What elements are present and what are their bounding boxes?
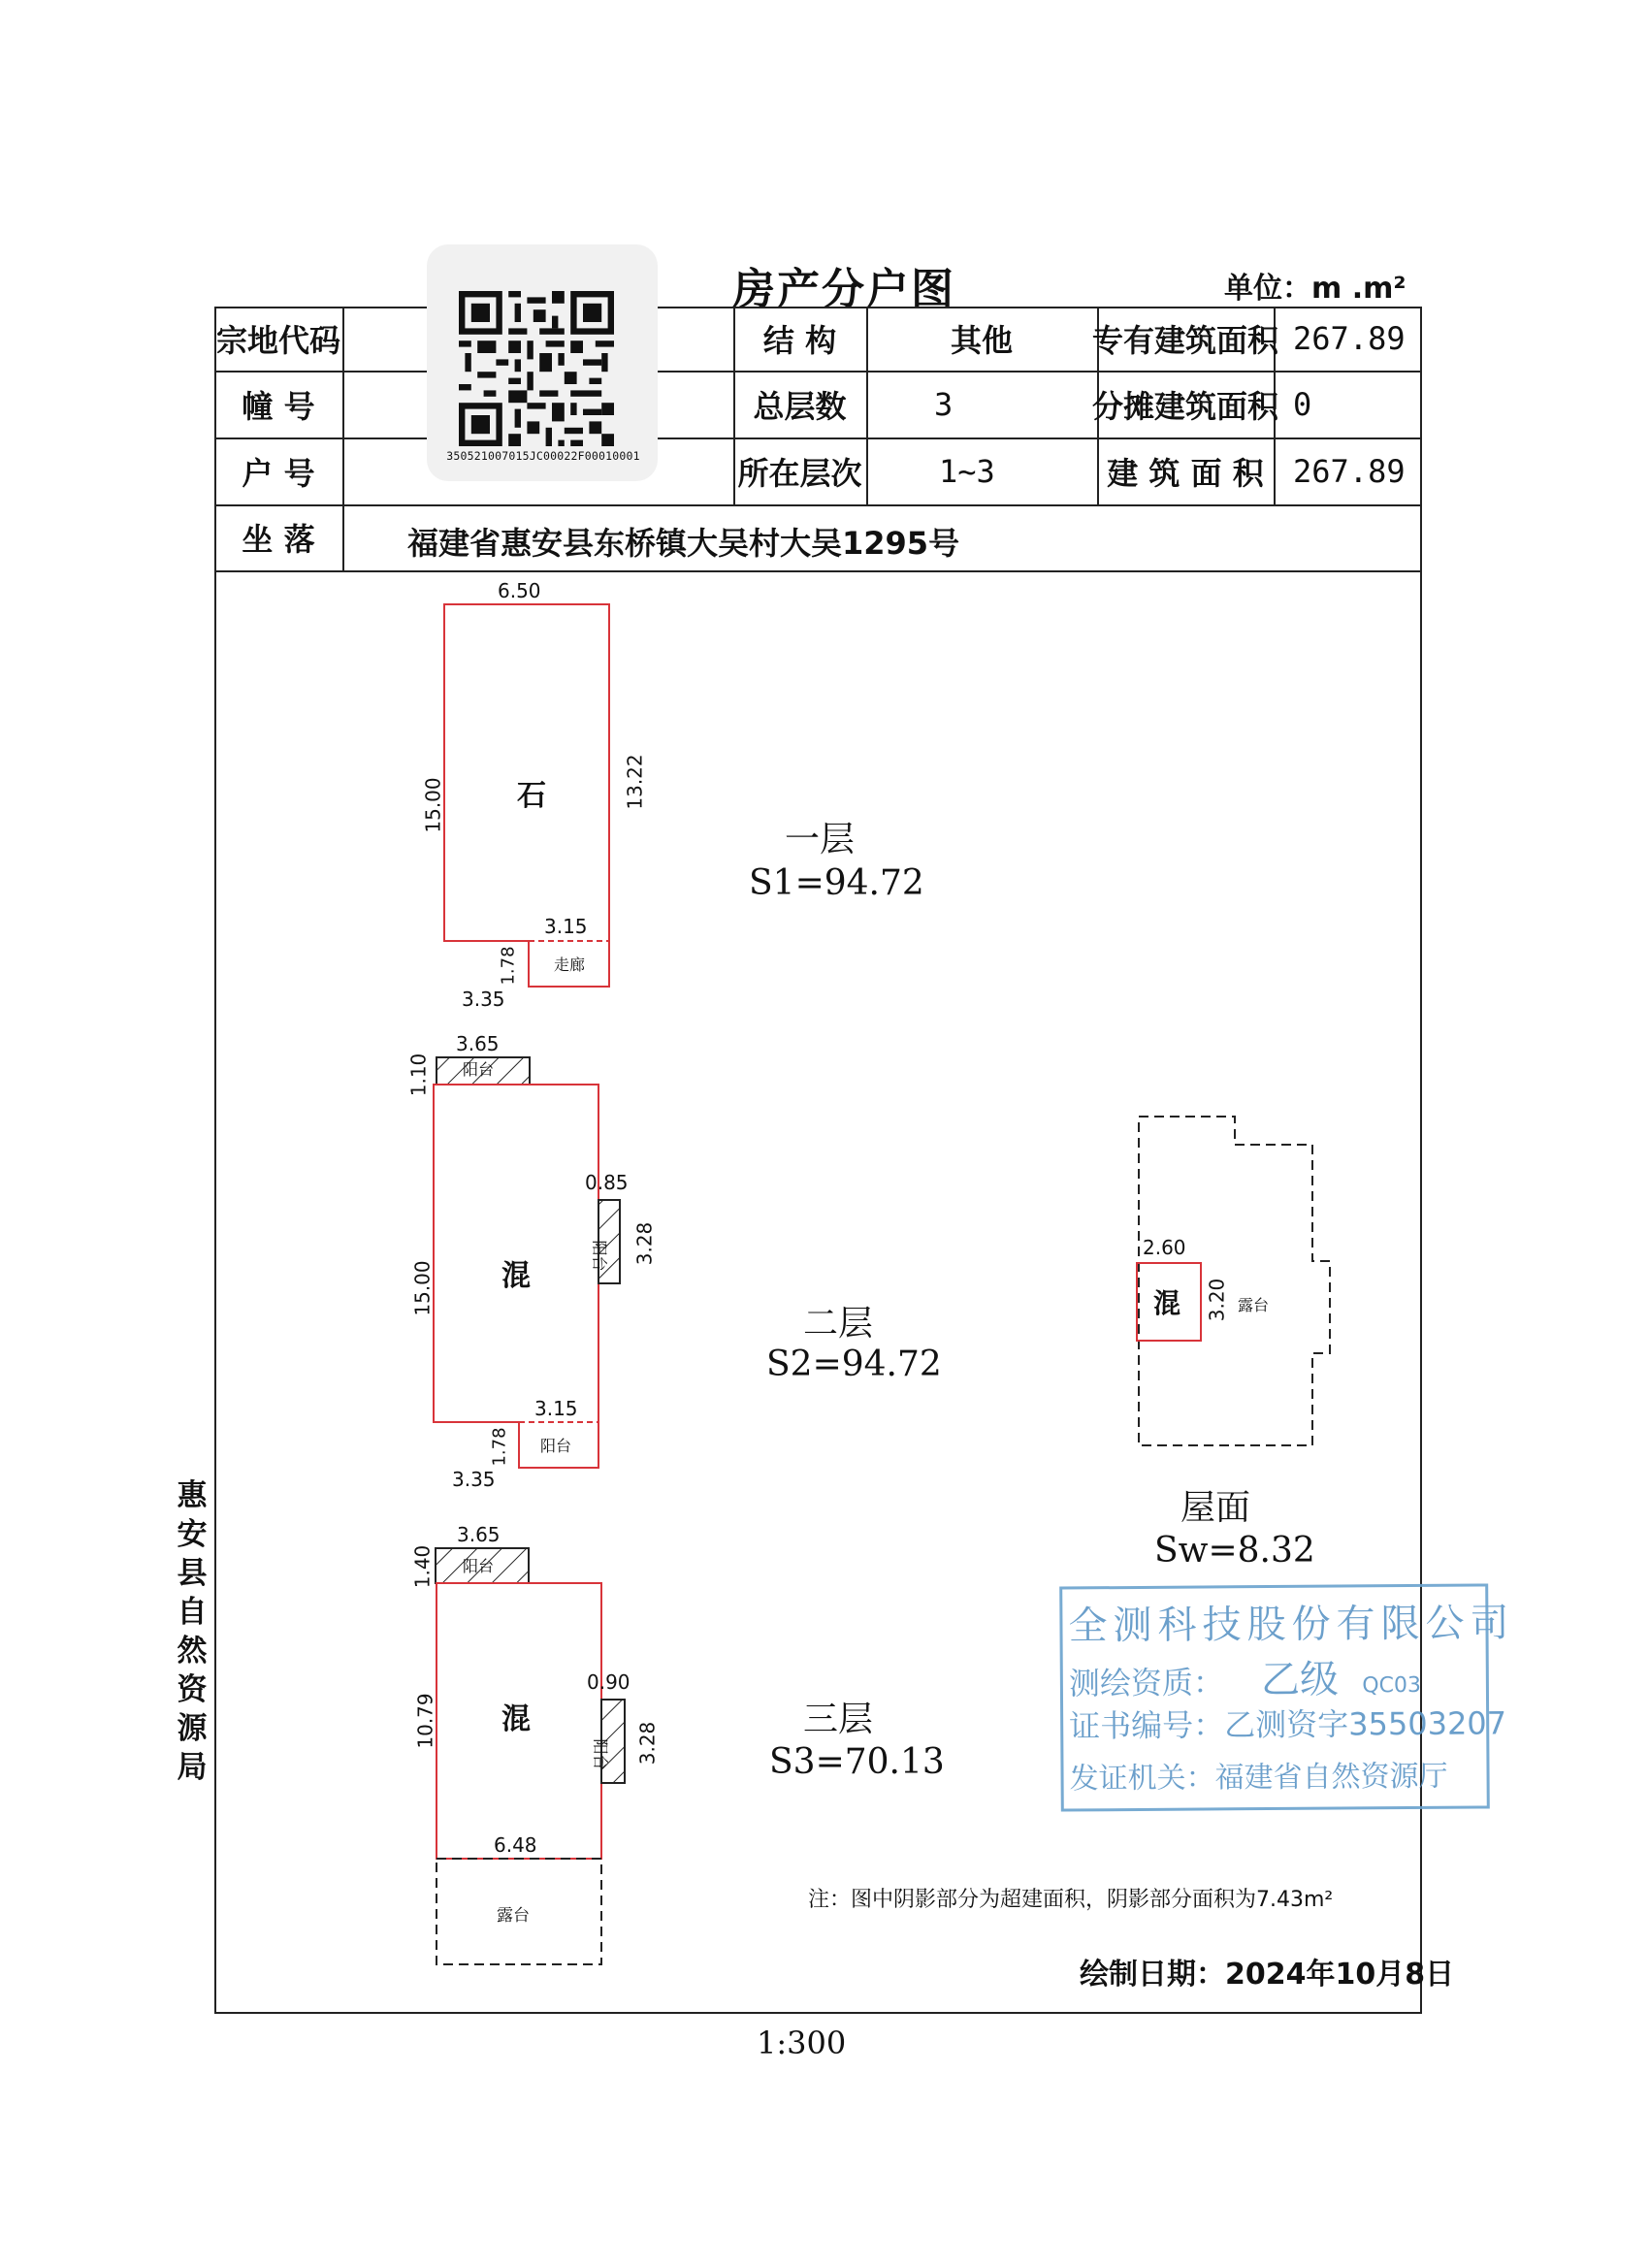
floor3-dim-bottom: 6.48 [494, 1833, 537, 1857]
floor2-side-balcony-label: 阳台 [590, 1240, 609, 1272]
unit-no-label: 户 号 [242, 454, 315, 492]
floor1-dim-right: 13.22 [623, 754, 647, 810]
roof-terrace-outline [1139, 1117, 1330, 1445]
shared-area-label: 分摊建筑面积 [1092, 387, 1279, 425]
floor3-material: 混 [501, 1702, 531, 1736]
structure-label: 结 构 [762, 322, 837, 359]
floor1-dim-notch-w: 3.15 [544, 915, 588, 938]
roof-dim-h: 3.20 [1205, 1278, 1229, 1322]
roof-name: 屋面 [1180, 1488, 1251, 1528]
floor1-dim-top: 6.50 [498, 579, 541, 602]
floor3-dim-side-w: 0.90 [587, 1670, 630, 1694]
floor2-name: 二层 [803, 1304, 874, 1344]
floor3-dim-balcony-w: 3.65 [457, 1523, 501, 1546]
floor2-balcony-label: 阳台 [463, 1060, 495, 1079]
floor1-area: S1=94.72 [749, 863, 924, 903]
parcel-code-label: 宗地代码 [215, 322, 340, 359]
floor3-dim-side-h: 3.28 [635, 1721, 660, 1766]
qr-caption: 350521007015JC00022F00010001 [446, 449, 640, 463]
shared-area-value: 0 [1293, 385, 1312, 423]
floor2-dim-side-h: 3.28 [632, 1221, 657, 1266]
draw-date: 绘制日期：2024年10月8日 [1080, 1958, 1455, 1992]
floor3-dim-balcony-h: 1.40 [410, 1544, 435, 1589]
floor1-dim-bottom: 3.35 [462, 988, 505, 1011]
floor2-dim-balcony-w: 3.65 [456, 1032, 500, 1055]
total-floors-label: 总层数 [753, 387, 847, 425]
unit-label: 单位：m .m² [1224, 272, 1406, 306]
bureau-seal-text: 惠安县自然资源局 [177, 1478, 208, 1785]
company-stamp [1059, 1583, 1515, 1811]
floor-located-label: 所在层次 [737, 454, 862, 492]
floor2-area: S2=94.72 [766, 1345, 942, 1384]
floor2-dim-left: 15.00 [410, 1260, 435, 1316]
stamp-issuer: 发证机关：福建省自然资源厅 [1069, 1759, 1448, 1797]
floor2-dim-bottom: 3.35 [452, 1468, 496, 1491]
floor2-dim-balcony-h: 1.10 [406, 1053, 431, 1097]
exclusive-area-value: 267.89 [1293, 320, 1406, 357]
floor-located-value: 1~3 [939, 452, 995, 490]
floor3-area: S3=70.13 [769, 1742, 945, 1782]
floor1-corridor-label: 走廊 [554, 956, 586, 974]
floor2-dim-side-w: 0.85 [585, 1171, 629, 1194]
total-floors-value: 3 [934, 385, 954, 423]
stamp-qualification-code: QC03 [1362, 1672, 1422, 1699]
location-value: 福建省惠安县东桥镇大吴村大吴1295号 [407, 525, 960, 562]
building-no-label: 幢 号 [242, 387, 315, 425]
floor3-side-balcony-label: 阳台 [591, 1738, 610, 1770]
exclusive-area-label: 专有建筑面积 [1092, 322, 1279, 359]
floor1-dim-notch-h: 1.78 [498, 946, 519, 986]
stamp-qualification [1069, 1648, 1421, 1706]
stamp-cert: 证书编号：乙测资字35503207 [1069, 1704, 1507, 1745]
floor2-dim-notch-w: 3.15 [534, 1397, 578, 1420]
floor1-dim-left: 15.00 [421, 777, 445, 833]
location-label: 坐 落 [242, 521, 315, 558]
structure-value: 其他 [950, 322, 1013, 359]
building-area-label: 建 筑 面 积 [1107, 454, 1264, 492]
floor3-dim-left: 10.79 [413, 1693, 437, 1749]
roof-material: 混 [1153, 1287, 1181, 1319]
scale-label: 1:300 [757, 2025, 847, 2061]
floor3-terrace-label: 露台 [497, 1906, 530, 1926]
roof-dim-w: 2.60 [1143, 1236, 1186, 1259]
stamp-qualification-grade: 乙级 [1260, 1657, 1340, 1703]
shaded-area-note: 注：图中阴影部分为超建面积，阴影部分面积为7.43m² [808, 1888, 1334, 1912]
floor2-notch-balcony-label: 阳台 [540, 1437, 572, 1455]
floor1-name: 一层 [785, 820, 856, 859]
floor1-material: 石 [517, 779, 546, 813]
roof-area: Sw=8.32 [1154, 1531, 1315, 1571]
floor3-name: 三层 [803, 1700, 874, 1739]
roof-terrace-label: 露台 [1238, 1296, 1270, 1314]
stamp-qualification-label: 测绘资质： [1068, 1664, 1225, 1702]
floor2-material: 混 [501, 1259, 531, 1293]
building-area-value: 267.89 [1293, 452, 1406, 490]
stamp-company: 全测科技股份有限公司 [1068, 1601, 1515, 1649]
page-title: 房产分户图 [732, 265, 955, 314]
floor3-balcony-label: 阳台 [463, 1557, 495, 1575]
floor2-dim-notch-h: 1.78 [489, 1427, 510, 1467]
